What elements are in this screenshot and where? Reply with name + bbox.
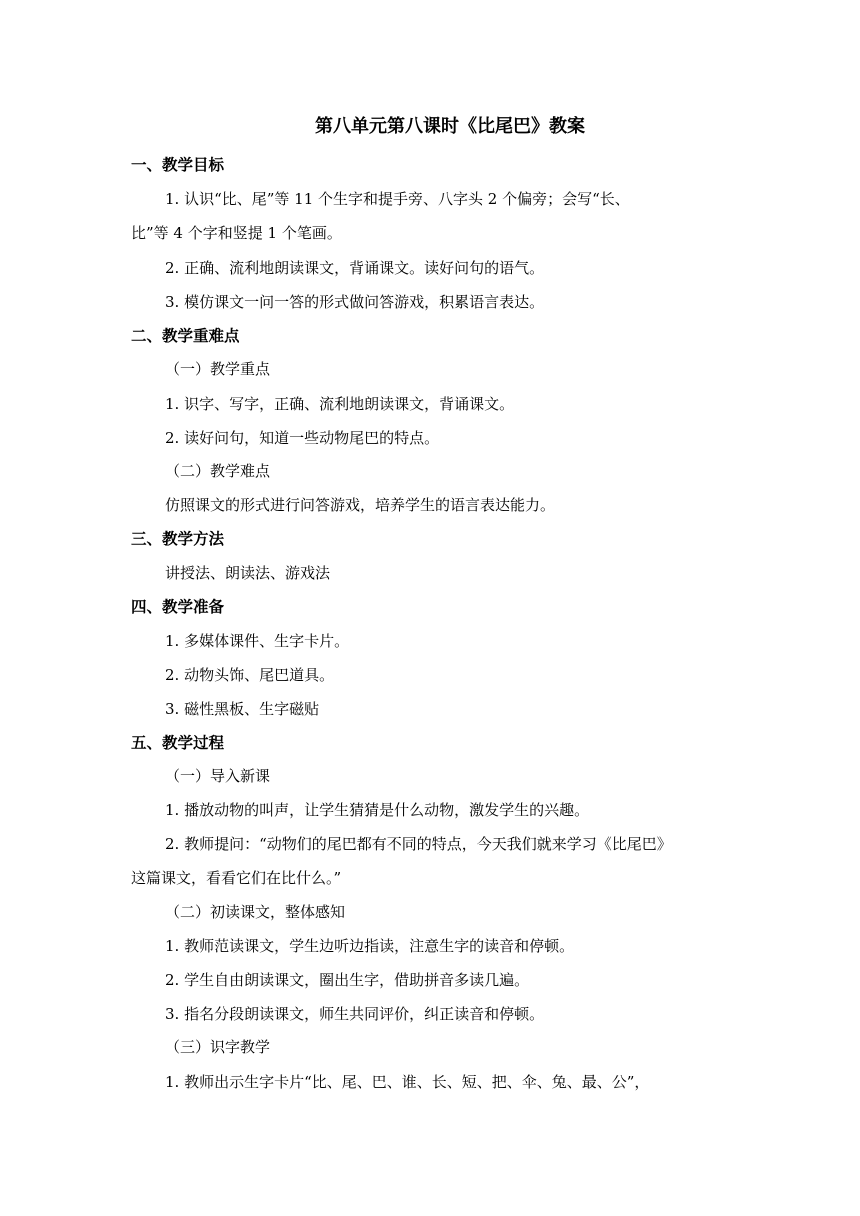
introduction-item-2: 2. 教师提问：“动物们的尾巴都有不同的特点，今天我们就来学习《比尾巴》 (165, 835, 672, 853)
difficulty-text: 仿照课文的形式进行问答游戏，培养学生的语言表达能力。 (165, 496, 556, 514)
introduction-item-2-continued: 这篇课文，看看它们在比什么。” (131, 869, 342, 887)
section-heading-goals: 一、教学目标 (131, 155, 225, 174)
subheading-literacy: （三）识字教学 (165, 1038, 271, 1056)
goal-item-3: 3. 模仿课文一问一答的形式做问答游戏，积累语言表达。 (165, 293, 545, 311)
goal-item-1-continued: 比”等 4 个字和竖提 1 个笔画。 (131, 224, 342, 242)
section-heading-key-points: 二、教学重难点 (131, 326, 240, 345)
key-point-item-1: 1. 识字、写字，正确、流利地朗读课文，背诵课文。 (165, 395, 515, 413)
preparation-item-1: 1. 多媒体课件、生字卡片。 (165, 632, 350, 650)
first-reading-item-3: 3. 指名分段朗读课文，师生共同评价，纠正读音和停顿。 (165, 1005, 545, 1023)
first-reading-item-2: 2. 学生自由朗读课文，圈出生字，借助拼音多读几遍。 (165, 971, 530, 989)
section-heading-methods: 三、教学方法 (131, 529, 225, 548)
preparation-item-2: 2. 动物头饰、尾巴道具。 (165, 666, 335, 684)
goal-item-1: 1. 认识“比、尾”等 11 个生字和提手旁、八字头 2 个偏旁；会写“长、 (165, 190, 630, 208)
introduction-item-1: 1. 播放动物的叫声，让学生猜猜是什么动物，激发学生的兴趣。 (165, 801, 590, 819)
subheading-first-reading: （二）初读课文，整体感知 (165, 903, 346, 921)
methods-text: 讲授法、朗读法、游戏法 (165, 564, 331, 582)
subheading-introduction: （一）导入新课 (165, 767, 271, 785)
subheading-key-points: （一）教学重点 (165, 360, 271, 378)
goal-item-2: 2. 正确、流利地朗读课文，背诵课文。读好问句的语气。 (165, 259, 545, 277)
section-heading-process: 五、教学过程 (131, 733, 225, 752)
key-point-item-2: 2. 读好问句，知道一些动物尾巴的特点。 (165, 429, 440, 447)
first-reading-item-1: 1. 教师范读课文，学生边听边指读，注意生字的读音和停顿。 (165, 937, 575, 955)
preparation-item-3: 3. 磁性黑板、生字磁贴 (165, 700, 320, 718)
document-title: 第八单元第八课时《比尾巴》教案 (315, 116, 585, 137)
section-heading-preparation: 四、教学准备 (131, 597, 225, 616)
literacy-item-1: 1. 教师出示生字卡片“比、尾、巴、谁、长、短、把、伞、兔、最、公”， (165, 1073, 650, 1091)
subheading-difficulties: （二）教学难点 (165, 462, 271, 480)
